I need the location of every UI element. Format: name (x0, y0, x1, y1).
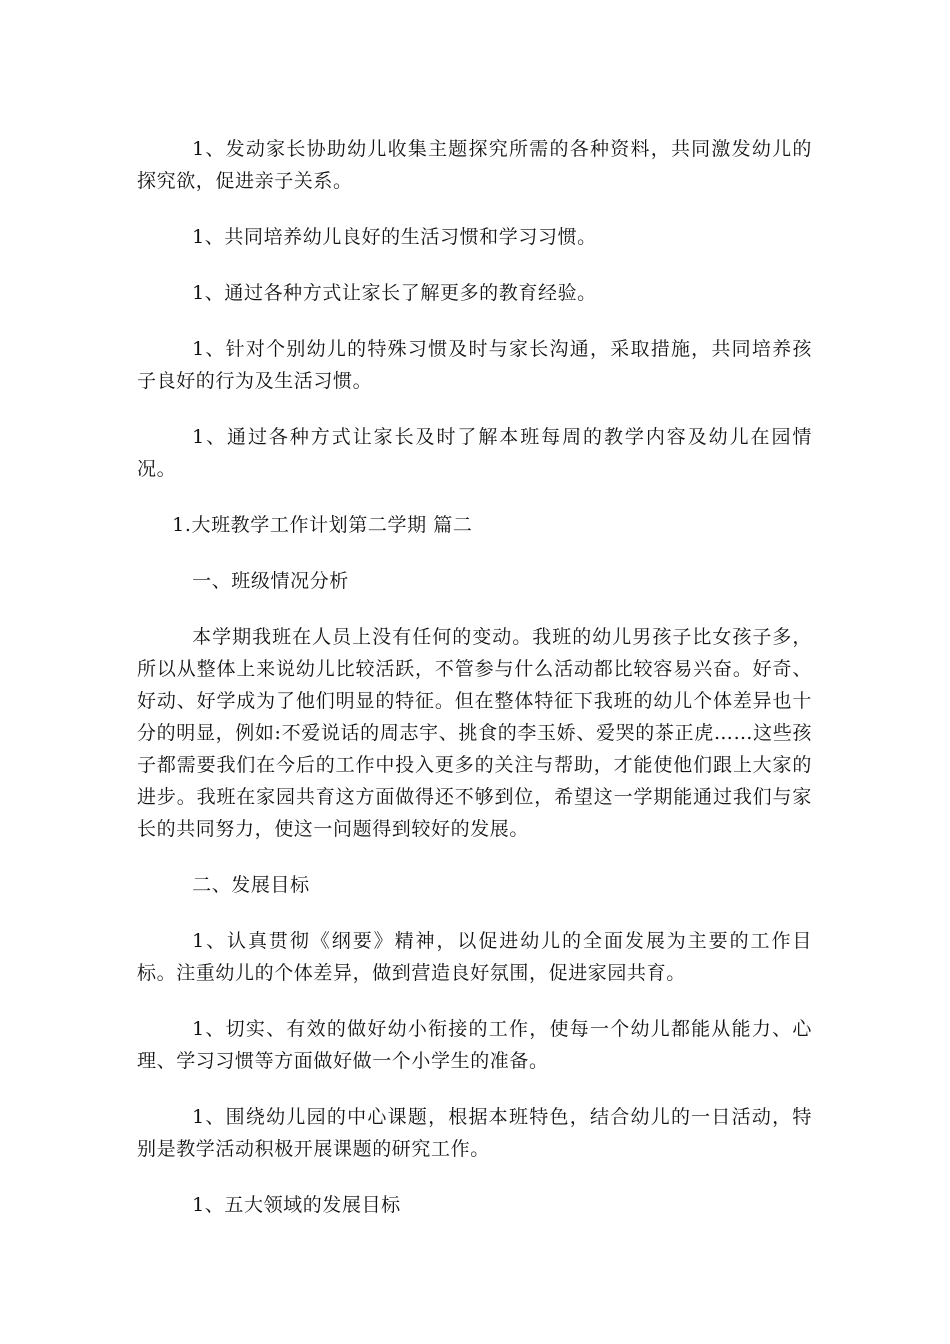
paragraph-five-domains: 1、五大领域的发展目标 (192, 1194, 401, 1216)
paragraph-research-topic: 1、围绕幼儿园的中心课题，根据本班特色，结合幼儿的一日活动，特别是教学活动积极开展课题的研究工作。 (137, 1106, 812, 1160)
paragraph-outline-spirit: 1、认真贯彻《纲要》精神，以促进幼儿的全面发展为主要的工作目标。注重幼儿的个体差异，做到营造良好氛围，促进家园共育。 (137, 930, 812, 984)
paragraph-parent-collaboration: 1、发动家长协助幼儿收集主题探究所需的各种资料，共同激发幼儿的探究欲，促进亲子关系。 (137, 138, 812, 192)
paragraph-individual-habits: 1、针对个别幼儿的特殊习惯及时与家长沟通，采取措施，共同培养孩子良好的行为及生活习惯。 (137, 338, 812, 392)
paragraph-weekly-content: 1、通过各种方式让家长及时了解本班每周的教学内容及幼儿在园情况。 (137, 426, 812, 480)
paragraph-class-analysis: 本学期我班在人员上没有任何的变动。我班的幼儿男孩子比女孩子多，所以从整体上来说幼儿比较活跃，不管参与什么活动都比较容易兴奋。好奇、好动、好学成为了他们明显的特征。但在整体特征下我班的幼儿个体差异也十分的明显，例如:不爱说话的周志宇、挑食的李玉娇、爱哭的茶正虎……这些孩子都需要我们在今后的工作中投入更多的关注与帮助，才能使他们跟上大家的进步。我班在家园共育这方面做得还不够到位，希望这一学期能通过我们与家长的共同努力，使这一问题得到较好的发展。 (137, 626, 812, 840)
document-body (137, 133, 812, 1245)
paragraph-kindergarten-transition: 1、切实、有效的做好幼小衔接的工作，使每一个幼儿都能从能力、心理、学习习惯等方面做好做一个小学生的准备。 (137, 1018, 812, 1072)
heading-development-goals: 二、发展目标 (192, 874, 310, 896)
paragraph-education-experience: 1、通过各种方式让家长了解更多的教育经验。 (192, 282, 597, 304)
section-title: 1.大班教学工作计划第二学期 篇二 (172, 514, 473, 536)
heading-class-analysis: 一、班级情况分析 (192, 570, 349, 592)
paragraph-habits: 1、共同培养幼儿良好的生活习惯和学习习惯。 (192, 226, 597, 248)
